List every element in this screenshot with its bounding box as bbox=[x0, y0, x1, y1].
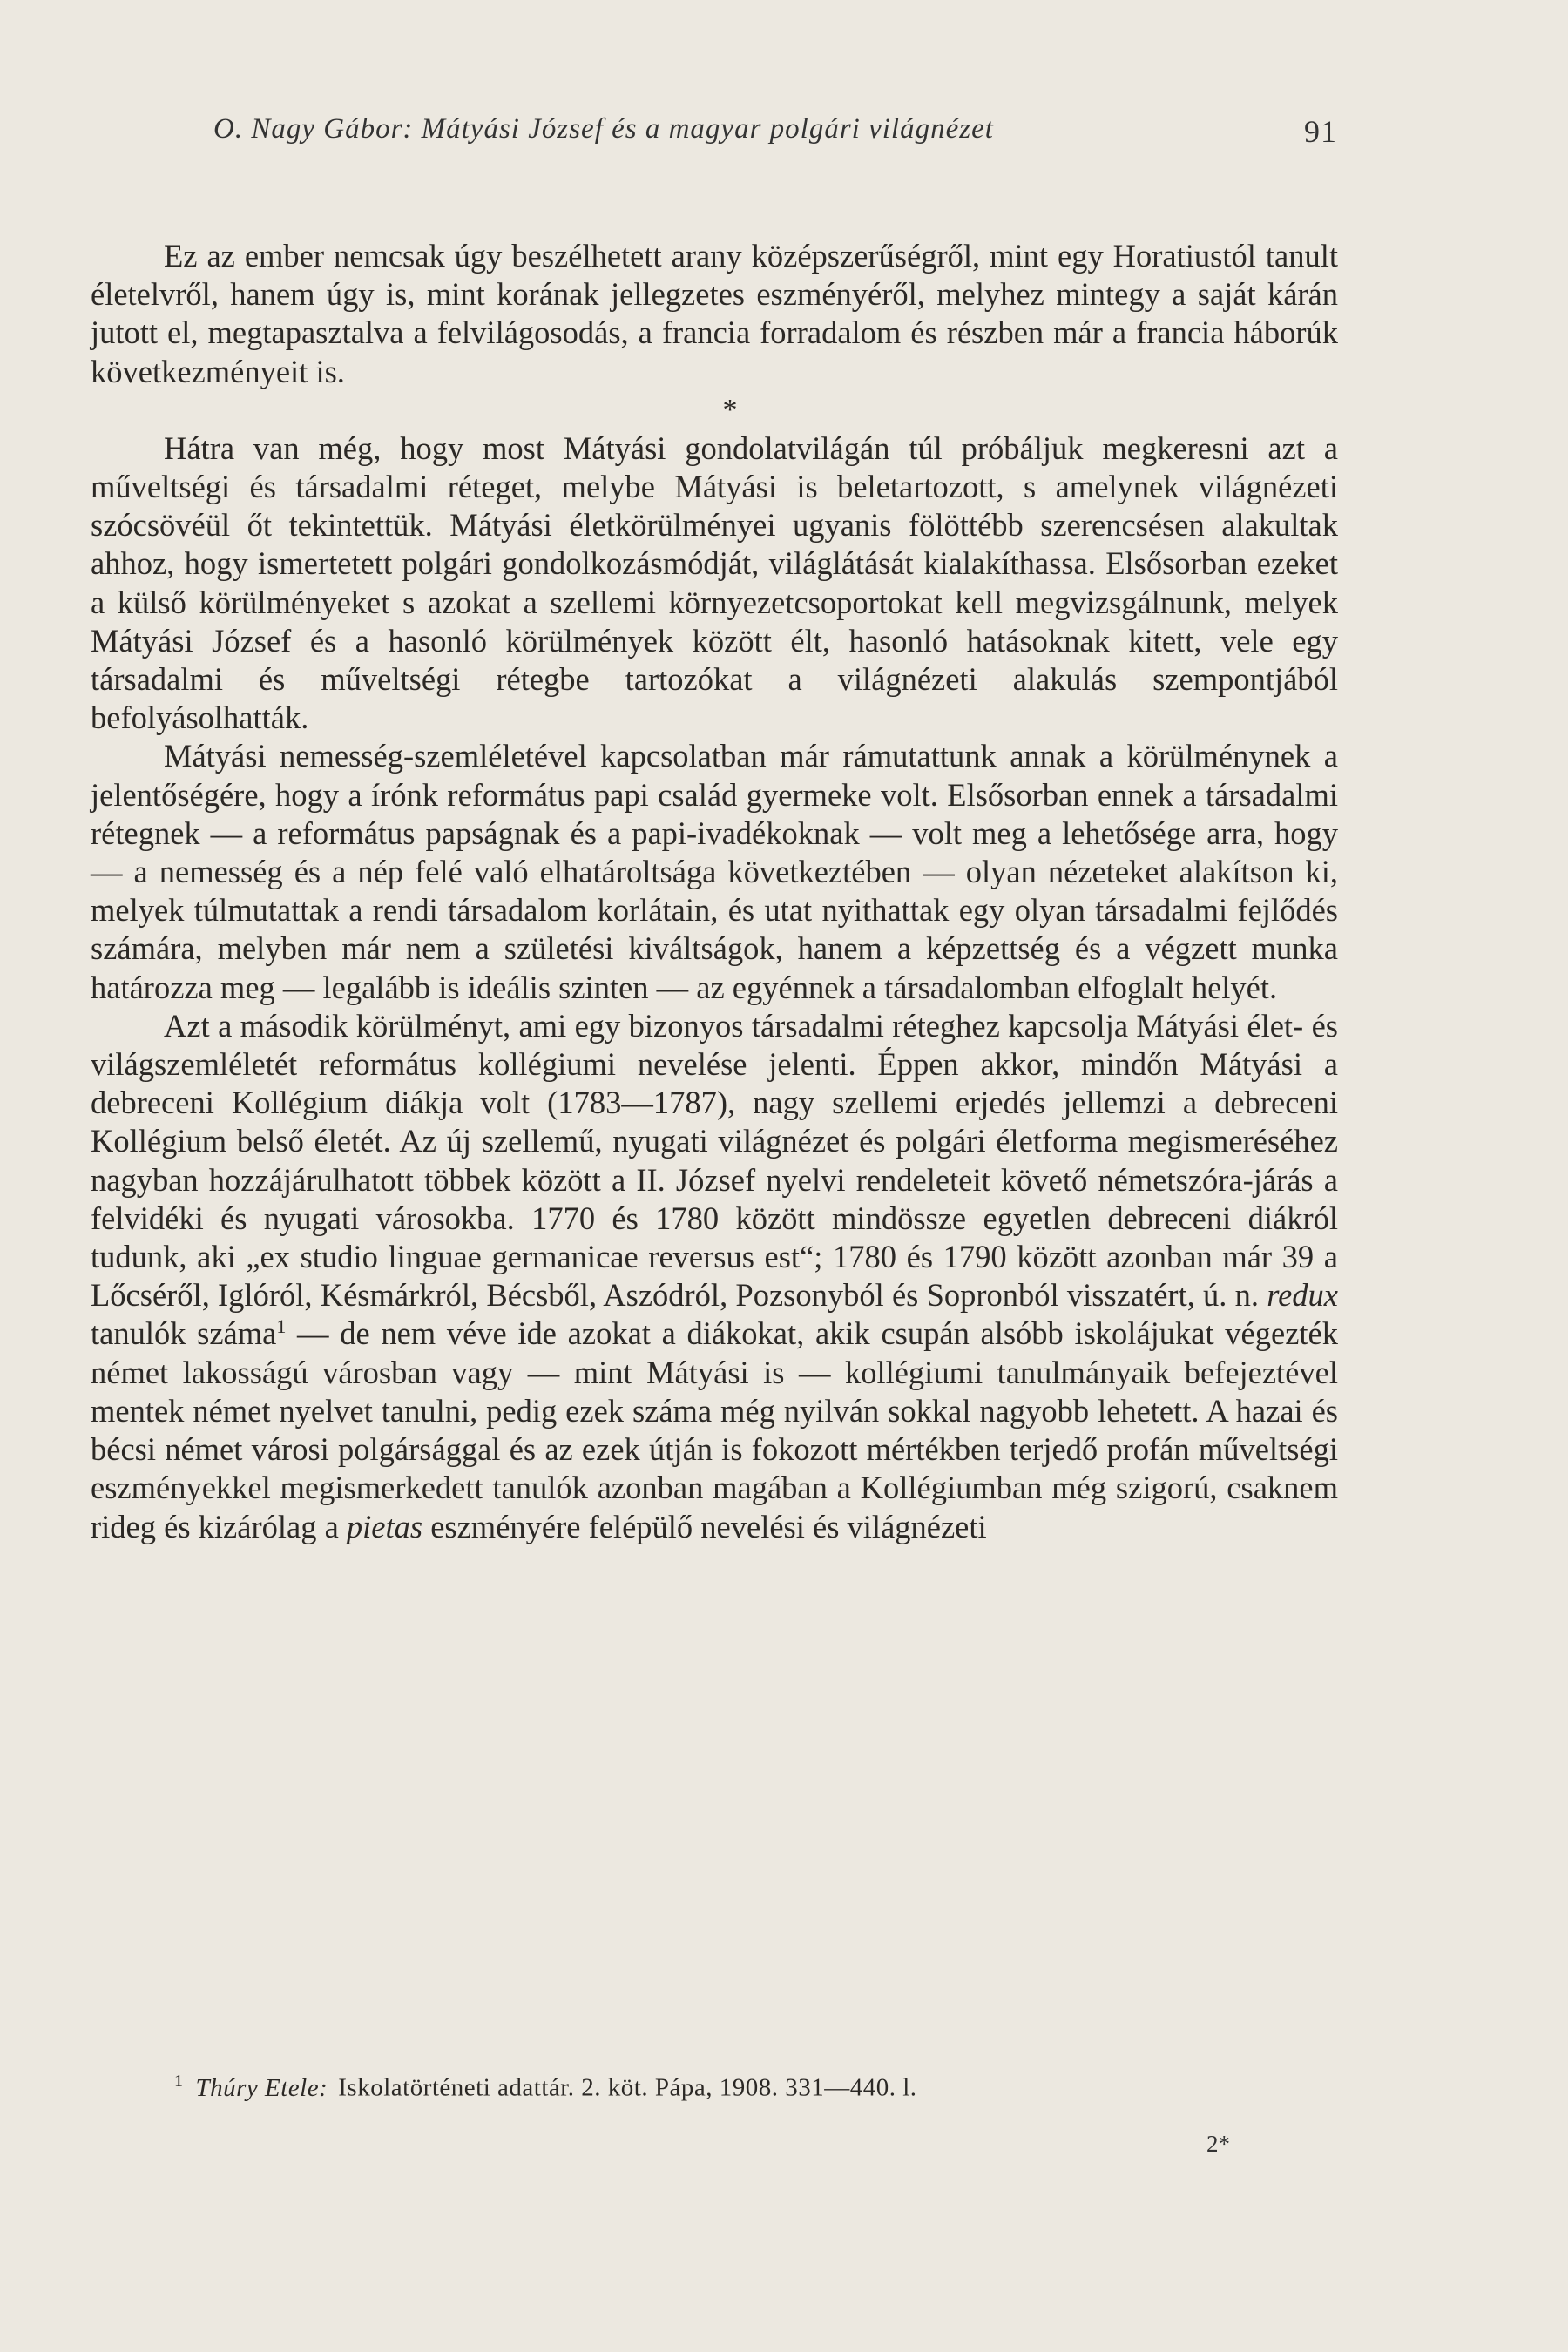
paragraph-4-part-1: Azt a második körülményt, ami egy bizonyos társadalmi réteghez kapcsolja Mátyási élet- és világszemléletét református kollégiumi nevelése jelenti. Éppen akkor, mindőn Mátyási a debreceni Kollégium diákja volt (1783—1787), nagy szellemi erjedés jellemzi a debreceni Kollégium belső életét. Az új szellemű, nyugati világnézet és polgári életforma megismeréséhez nagyban hozzájárulhatott többek között a II. József nyelvi rendeleteit követő németszóra-járás a felvidéki és nyugati városokba. 1770 és 1780 között mindössze egyetlen debreceni diákról tudunk, aki „ex studio linguae germanicae reversus est“; 1780 és 1790 között azonban már 39 a Lőcséről, Iglóról, Késmárkról, Bécsből, Aszódról, Pozsonyból és Sopronból visszatért, ú. n. bbox=[91, 1007, 1338, 1314]
body-text bbox=[91, 237, 1338, 1546]
paragraph-3: Mátyási nemesség-szemléletével kapcsolatban már rámutattunk annak a körülménynek a jelentőségére, hogy a írónk református papi család gyermeke volt. Elsősorban ennek a társadalmi rétegnek — a református papságnak és a papi-ivadékoknak — volt meg a lehetősége arra, hogy — a nemesség és a nép felé való elhatároltsága következtében — olyan nézeteket alakítson ki, melyek túlmutattak a rendi társadalom korlátain, és utat nyithattak egy olyan társadalmi fejlődés számára, melyben már nem a születési kiváltságok, hanem a képzettség és a végzett munka határozza meg — legalább is ideális szinten — az egyénnek a társadalomban elfoglalt helyét. bbox=[91, 738, 1338, 1005]
paragraph-4 bbox=[91, 1007, 1338, 1546]
paragraph-4-part-2: tanulók száma bbox=[91, 1315, 277, 1352]
footnote-author: Thúry Etele: bbox=[195, 2073, 328, 2102]
printer-signature: 2* bbox=[1206, 2131, 1230, 2157]
paragraph-2: Hátra van még, hogy most Mátyási gondolatvilágán túl próbáljuk megkeresni azt a műveltségi és társadalmi réteget, melybe Mátyási is beletartozott, s amelynek világnézeti szócsövéül őt tekintettük. Mátyási életkörülményei ugyanis fölöttébb szerencsésen alakultak ahhoz, hogy ismertetett polgári gondolkozásmódját, világlátását kialakíthassa. Elsősorban ezeket a külső körülményeket s azokat a szellemi környezetcsoportokat kell megvizsgálnunk, melyek Mátyási József és a hasonló körülmények között élt, hasonló hatásoknak kitett, vele egy társadalmi és műveltségi rétegbe tartozókat a világnézeti alakulás szempontjából befolyásolhatták. bbox=[91, 429, 1338, 736]
page-number: 91 bbox=[1304, 114, 1337, 149]
term-redux: redux bbox=[1267, 1277, 1338, 1314]
paragraph-1: Ez az ember nemcsak úgy beszélhetett arany középszerűségről, mint egy Horatiustól tanult életelvről, hanem úgy is, mint korának jellegzetes eszményéről, melyhez mintegy a saját kárán jutott el, megtapasztalva a felvilágosodás, a francia forradalom és részben már a francia háborúk következményeit is. bbox=[91, 238, 1338, 389]
paragraph-4-part-3: — de nem véve ide azokat a diákokat, akik csupán alsóbb iskolájukat végezték német lakosságú városban vagy — mint Mátyási is — kollégiumi tanulmányaik befejeztével mentek német nyelvet tanulni, pedig ezek száma még nyilván sokkal nagyobb lehetett. A hazai és bécsi német városi polgársággal és az ezek útján is fokozott mértékben terjedő profán műveltségi eszményekkel megismerkedett tanulók azonban magában a Kollégiumban még szigorú, csaknem rideg és kizárólag a bbox=[91, 1315, 1338, 1544]
footnote bbox=[174, 2072, 1342, 2103]
footnote-mark: 1 bbox=[174, 2072, 184, 2091]
paragraph-4-part-4: eszményére felépülő nevelési és világnézeti bbox=[422, 1508, 987, 1544]
section-divider: * bbox=[722, 393, 738, 426]
footnote-text: Iskolatörténeti adattár. 2. köt. Pápa, 1908. 331—440. l. bbox=[338, 2073, 917, 2102]
running-head bbox=[213, 106, 1337, 150]
term-pietas: pietas bbox=[346, 1508, 423, 1544]
running-head-title: O. Nagy Gábor: Mátyási József és a magyar polgári világnézet bbox=[213, 113, 994, 145]
footnote-reference: 1 bbox=[276, 1315, 287, 1338]
